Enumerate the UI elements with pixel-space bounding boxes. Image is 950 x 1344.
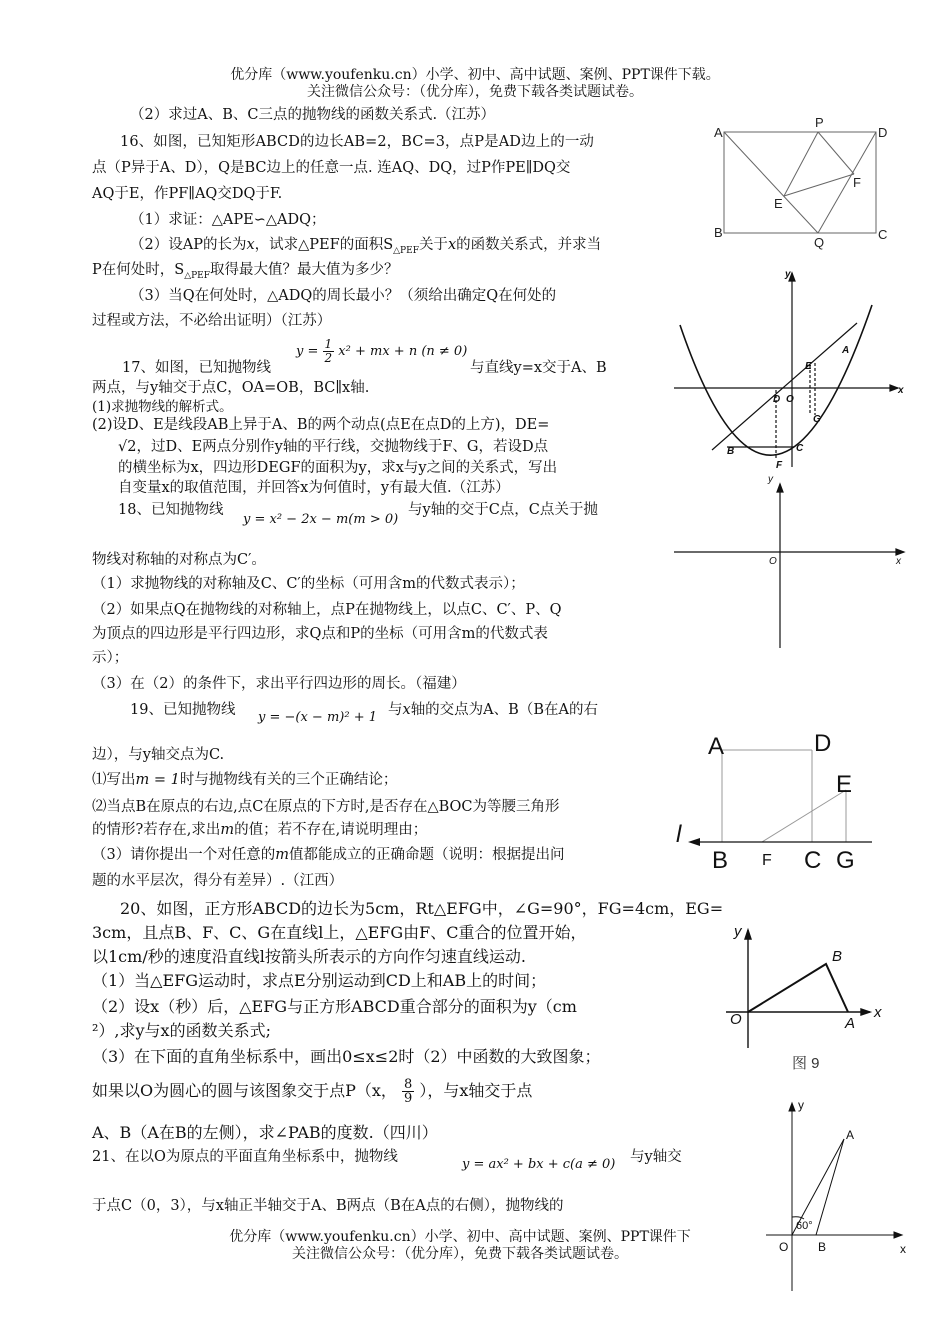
q20-part2: （2）设x（秒）后，△EFG与正方形ABCD重合部分的面积为y（cm bbox=[92, 997, 577, 1016]
footer-line-2: 关注微信公众号：（优分库），免费下载各类试题试卷。 bbox=[292, 1246, 628, 1262]
label-c: C bbox=[878, 227, 888, 242]
header-line-1: 优分库（www.youfenku.cn）小学、初中、高中试题、案例、PPT课件下载。 bbox=[230, 67, 720, 83]
q20-part4: 如果以O为圆心的圆与该图象交于点P（x， $\frac{8}{9}$ ），与x轴交于点 bbox=[92, 1077, 533, 1106]
label-x: x bbox=[896, 556, 901, 567]
q20-part1: （1）当△EFG运动时，求点E分别运动到CD上和AB上的时间； bbox=[92, 971, 547, 990]
q16-part2-cont: P在何处时，$S_{\triangle PEF}$取得最大值？最大值为多少？ bbox=[92, 262, 399, 281]
label-e: E bbox=[774, 196, 783, 211]
q17-equation: y = $\frac{1}{2}$ x² + mx + n (n ≠ 0) bbox=[296, 337, 468, 365]
label-o: O bbox=[779, 1240, 789, 1254]
segment-ab bbox=[816, 1139, 844, 1235]
angle-figure bbox=[760, 1095, 910, 1295]
label-o: O bbox=[730, 1011, 742, 1028]
label-a: A bbox=[714, 125, 723, 140]
label-x: x bbox=[874, 1004, 882, 1021]
q17-part2: (2)设D、E是线段AB上异于A、B的两个动点(点E在点D的上方)，DE= bbox=[92, 417, 550, 433]
q17-parabola-figure bbox=[672, 265, 912, 470]
q17-line1-start: 17、如图，已知抛物线 bbox=[122, 360, 271, 376]
q17-line2: 两点，与y轴交于点C，OA=OB，BC∥x轴. bbox=[92, 380, 370, 396]
q16-rectangle-figure bbox=[700, 110, 900, 250]
q17-part2-d: 自变量x的取值范围，并回答x为何值时，y有最大值.（江苏） bbox=[118, 480, 510, 496]
label-y: y bbox=[734, 923, 742, 940]
q16-part3: （3）当Q在何处时，△ADQ的周长最小？（须给出确定Q在何处的 bbox=[130, 288, 557, 304]
label-f: F bbox=[762, 852, 772, 869]
q16-part1: （1）求证：△APE∽△ADQ； bbox=[130, 212, 326, 228]
q19-equation: y = −(x − m)² + 1 bbox=[258, 710, 377, 725]
q18-part2-c: 示）； bbox=[92, 650, 129, 666]
label-a: A bbox=[842, 345, 850, 356]
page-footer bbox=[190, 1229, 730, 1263]
q19-part3: （3）请你提出一个对任意的m值都能成立的正确命题（说明：根据提出问 bbox=[92, 847, 565, 863]
q20-part3: （3）在下面的直角坐标系中，画出0≤x≤2时（2）中函数的大致图象； bbox=[92, 1047, 601, 1066]
q18-part2: （2）如果点Q在抛物线的对称轴上，点P在抛物线上，以点C、C′、P、Q bbox=[92, 602, 562, 618]
label-b: B bbox=[727, 446, 735, 457]
label-d: D bbox=[878, 125, 888, 140]
label-p: P bbox=[815, 115, 824, 130]
q21-equation: y = ax² + bx + c(a ≠ 0) bbox=[462, 1157, 616, 1172]
q18-equation: y = x² − 2x − m(m > 0) bbox=[243, 512, 399, 527]
q18-part3: （3）在（2）的条件下，求出平行四边形的周长。（福建） bbox=[92, 676, 466, 692]
q18-axes-figure bbox=[672, 472, 912, 652]
label-g: G bbox=[836, 847, 855, 874]
q19-part3-b: 题的水平层次，得分有差异）.（江西） bbox=[92, 873, 344, 889]
q16-line3: AQ于E，作PF∥AQ交DQ于F. bbox=[92, 186, 283, 202]
q21-line1-start: 21、在以O为原点的平面直角坐标系中，抛物线 bbox=[92, 1149, 398, 1165]
label-y: y bbox=[768, 474, 773, 485]
q18-line1-end: 与y轴的交于C点，C点关于抛 bbox=[408, 502, 598, 518]
page-header bbox=[0, 67, 950, 101]
q15-part2: （2）求过A、B、C三点的抛物线的函数关系式.（江苏） bbox=[130, 107, 496, 123]
label-b: B bbox=[714, 225, 723, 240]
q18-line1-start: 18、已知抛物线 bbox=[118, 502, 224, 518]
q19-part1: ⑴写出m = 1时与抛物线有关的三个正确结论； bbox=[92, 772, 398, 788]
label-e: E bbox=[805, 361, 812, 372]
q18-part1: （1）求抛物线的对称轴及C、C′的坐标（可用含m的代数式表示）； bbox=[92, 576, 525, 592]
q16-line2: 点（P异于A、D），Q是BC边上的任意一点. 连AQ、DQ，过P作PE∥DQ交 bbox=[92, 160, 571, 176]
label-a: A bbox=[708, 733, 725, 760]
q19-line2: 边），与y轴交点为C. bbox=[92, 747, 225, 763]
line-y-equals-x bbox=[712, 323, 857, 450]
label-o: O bbox=[786, 394, 794, 405]
label-c: C bbox=[804, 847, 822, 874]
arrow-left bbox=[688, 838, 700, 846]
label-q: Q bbox=[814, 235, 825, 250]
q16-line1: 16、如图，已知矩形ABCD的边长AB=2，BC=3，点P是AD边上的一动 bbox=[120, 134, 595, 150]
label-l: l bbox=[676, 821, 682, 848]
figure-9-caption: 图 9 bbox=[792, 1055, 820, 1072]
label-y: y bbox=[798, 1098, 804, 1112]
label-g: G bbox=[813, 414, 821, 425]
q20-line3: 以1cm/秒的速度沿直线l按箭头所表示的方向作匀速直线运动. bbox=[92, 947, 526, 966]
q20-part2-b: ²）,求y与x的函数关系式; bbox=[92, 1021, 271, 1040]
triangle-oba bbox=[748, 964, 848, 1012]
label-f: F bbox=[776, 460, 783, 470]
label-angle: 60° bbox=[796, 1220, 813, 1232]
footer-line-1: 优分库（www.youfenku.cn）小学、初中、高中试题、案例、PPT课件下 bbox=[229, 1229, 691, 1245]
label-e: E bbox=[836, 771, 853, 798]
label-a: A bbox=[845, 1015, 856, 1032]
label-a: A bbox=[846, 1128, 855, 1142]
label-d: D bbox=[814, 730, 832, 757]
q17-part2-b: √2，过D、E两点分别作y轴的平行线，交抛物线于F、G，若设D点 bbox=[118, 439, 549, 455]
q20-part5: A、B（A在B的左侧），求∠PAB的度数.（四川） bbox=[92, 1123, 438, 1142]
segment-pf bbox=[818, 132, 854, 174]
label-o: O bbox=[769, 556, 777, 567]
q21-line2: 于点C（0，3），与x轴正半轴交于A、B两点（B在A点的右侧），抛物线的 bbox=[92, 1198, 564, 1214]
q19-line1-end: 与x轴的交点为A、B（B在A的右 bbox=[388, 702, 598, 718]
label-d: D bbox=[773, 394, 781, 405]
segment-aq bbox=[724, 132, 818, 233]
label-c: C bbox=[796, 443, 804, 454]
label-b: B bbox=[818, 1240, 827, 1254]
q19-part2-b: 的情形?若存在,求出m的值；若不存在,请说明理由； bbox=[92, 822, 428, 838]
label-b: B bbox=[712, 847, 729, 874]
q20-line2: 3cm，且点B、F、C、G在直线l上，△EFG由F、C重合的位置开始， bbox=[92, 923, 587, 942]
q17-part2-c: 的横坐标为x，四边形DEGF的面积为y，求x与y之间的关系式，写出 bbox=[118, 460, 558, 476]
label-b: B bbox=[832, 948, 843, 965]
side-fe bbox=[762, 790, 846, 842]
label-x: x bbox=[900, 1242, 906, 1256]
q21-line1-end: 与y轴交 bbox=[630, 1149, 682, 1165]
q17-part1: (1)求抛物线的解析式。 bbox=[92, 399, 233, 415]
q19-line1-start: 19、已知抛物线 bbox=[130, 702, 236, 718]
header-line-2: 关注微信公众号：（优分库），免费下载各类试题试卷。 bbox=[307, 84, 643, 100]
q16-part3-cont: 过程或方法，不必给出证明）（江苏） bbox=[92, 313, 332, 329]
figure-9 bbox=[720, 920, 900, 1080]
q18-line2: 物线对称轴的对称点为C′。 bbox=[92, 552, 266, 568]
label-y: y bbox=[785, 269, 791, 280]
q18-part2-b: 为顶点的四边形是平行四边形，求Q点和P的坐标（可用含m的代数式表 bbox=[92, 626, 548, 642]
q19-part2: ⑵当点B在原点的右边,点C在原点的下方时,是否存在△BOC为等腰三角形 bbox=[92, 799, 560, 815]
q20-square-triangle-figure bbox=[672, 725, 882, 875]
q17-line1-end: 与直线y=x交于A、B bbox=[470, 360, 607, 376]
q16-part2: （2）设AP的长为x，试求△PEF的面积$S_{\triangle PEF}$关于x的函数关系式，并求当 bbox=[130, 237, 602, 256]
label-x: x bbox=[898, 385, 904, 396]
q20-line1: 20、如图，正方形ABCD的边长为5cm，Rt△EFG中，∠G=90°，FG=4cm，EG= bbox=[120, 899, 724, 918]
label-f: F bbox=[853, 175, 861, 190]
